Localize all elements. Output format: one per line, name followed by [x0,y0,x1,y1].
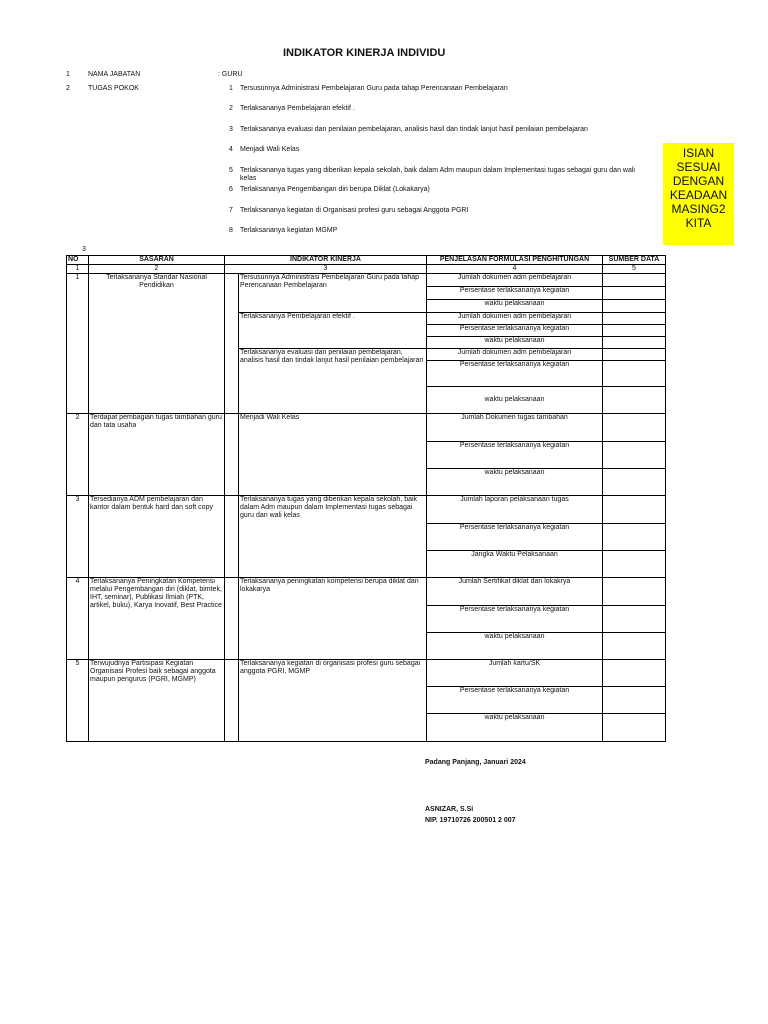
sumber-cell [603,300,666,313]
row-no: 4 [67,578,89,660]
spacer-cell [225,660,239,742]
tugas-item: Terlaksananya tugas yang diberikan kepala sekolah, baik dalam Adm maupun dalam Implementasi tugas sebagai guru dan wali kelas [240,167,635,182]
header-sumber: SUMBER DATA [603,256,666,265]
formula-cell: waktu pelaksanaan [427,714,603,742]
table-row [67,660,666,687]
tugas-item: Tersusunnya Administrasi Pembelajaran Guru pada tahap Perencanaan Pembelajaran [240,85,508,92]
table-row [67,578,666,606]
formula-cell: Jumlah kartu/SK [427,660,603,687]
sumber-cell [603,387,666,414]
sumber-cell [603,349,666,361]
table-row [67,274,666,287]
tugas-no: 2 [229,105,233,112]
table-row [67,496,666,524]
spacer-cell [225,578,239,660]
formula-cell: waktu pelaksanaan [427,337,603,349]
sumber-cell [603,337,666,349]
tugas-no: 5 [229,167,233,174]
sasaran-cell: Tersedianya ADM pembelajaran dan kantor dalam bentuk hard dan soft copy [89,496,225,578]
row-no: 2 [67,414,89,496]
formula-cell: Jumlah Sertifikat diklat dan lokakrya [427,578,603,606]
column-number-row [67,265,666,274]
tugas-no: 7 [229,207,233,214]
formula-cell: Jumlah dokumen adm pembelajaran [427,349,603,361]
header-no: NO [67,256,89,265]
sumber-cell [603,313,666,325]
sumber-cell [603,287,666,300]
sasaran-cell: Terdapat pembagian tugas tambahan guru dan tata usaha [89,414,225,496]
formula-cell: Jangka Waktu Pelaksanaan [427,551,603,578]
tugas-item: Terlaksananya Pengembangan diri berupa Diklat (Lokakarya) [240,186,430,193]
formula-cell: Persentase terlaksananya kegiatan [427,287,603,300]
formula-cell: Persentase terlaksananya kegiatan [427,524,603,551]
fill-in-note: ISIAN SESUAI DENGAN KEADAAN MASING2 KITA [663,143,734,245]
nama-jabatan-value: : GURU [218,71,243,78]
indikator-cell: Terlaksananya kegiatan di organisasi profesi guru sebagai anggota PGRI, MGMP [239,660,427,742]
row-no: 3 [67,496,89,578]
row-no-1: 1 [66,71,70,78]
header-indikator: INDIKATOR KINERJA [225,256,427,265]
formula-cell: Jumlah Dokumen tugas tambahan [427,414,603,442]
sumber-cell [603,496,666,524]
sumber-cell [603,361,666,387]
spacer-cell [225,414,239,496]
kinerja-table [66,255,666,742]
formula-cell: Jumlah dokumen adm pembelajaran [427,274,603,287]
tugas-no: 8 [229,227,233,234]
tugas-item: Terlaksananya evaluasi dan penilaian pembelajaran, analisis hasil dan tindak lanjut hasil penilaian pembelajaran [240,126,588,133]
colnum: 5 [603,265,666,274]
formula-cell: Persentase terlaksananya kegiatan [427,442,603,469]
sasaran-cell: Terlaksananya Peningkatan Kompetensi melalui Pengembangan diri (diklat, bimtek, IHT, seminar), Publikasi Ilmiah (PTK, artikel, buku), Karya Inovatif, Best Practice [89,578,225,660]
indikator-cell: Tersusunnya Administrasi Pembelajaran Guru pada tahap Perencanaan Pembelajaran [239,274,427,313]
colnum: 1 [67,265,89,274]
formula-cell: Persentase terlaksananya kegiatan [427,325,603,337]
tugas-no: 1 [229,85,233,92]
table-header-row [67,256,666,265]
formula-cell: Jumlah dokumen adm pembelajaran [427,313,603,325]
spacer-cell [225,496,239,578]
sumber-cell [603,274,666,287]
tugas-item: Terlaksananya kegiatan di Organisasi profesi guru sebagai Anggota PGRI [240,207,469,214]
tugas-pokok-label: TUGAS POKOK [88,85,139,92]
formula-cell: Persentase terlaksananya kegiatan [427,687,603,714]
formula-cell: Persentase terlaksananya kegiatan [427,361,603,387]
row-no: 5 [67,660,89,742]
sumber-cell [603,578,666,606]
indikator-cell: Terlaksananya peningkatan kompetensi berupa diklat dan lokakarya [239,578,427,660]
formula-cell: waktu pelaksanaan [427,387,603,414]
sumber-cell [603,660,666,687]
indikator-cell: Terlaksananya tugas yang diberikan kepala sekolah, baik dalam Adm maupun dalam Implementasi tugas sebagai guru dan wali kelas [239,496,427,578]
sumber-cell [603,325,666,337]
indikator-cell: Terlaksananya Pembelajaran efektif . [239,313,427,349]
formula-cell: Jumlah laporan pelaksanaan tugas [427,496,603,524]
row-no-2: 2 [66,85,70,92]
sumber-cell [603,414,666,442]
row-no: 1 [67,274,89,414]
colnum: 3 [225,265,427,274]
formula-cell: waktu pelaksanaan [427,300,603,313]
formula-cell: waktu pelaksanaan [427,633,603,660]
tugas-no: 3 [229,126,233,133]
sumber-cell [603,687,666,714]
tugas-item: Terlaksananya kegiatan MGMP [240,227,338,234]
sasaran-cell: Terwujudnya Partisipasi Kegiatan Organisasi Profesi baik sebagai anggota maupun pengurus (PGRI, MGMP) [89,660,225,742]
page-title: INDIKATOR KINERJA INDIVIDU [283,47,446,59]
formula-cell: Persentase terlaksananya kegiatan [427,606,603,633]
sumber-cell [603,524,666,551]
formula-cell: waktu pelaksanaan [427,469,603,496]
signer-name: ASNIZAR, S.Si [425,806,474,813]
nama-jabatan-label: NAMA JABATAN [88,71,141,78]
sumber-cell [603,606,666,633]
place-date: Padang Panjang, Januari 2024 [425,759,526,766]
indikator-cell: Menjadi Wali Kelas [239,414,427,496]
signer-nip: NIP. 19710726 200501 2 007 [425,817,516,824]
sumber-cell [603,551,666,578]
spacer-cell [225,274,239,414]
tugas-item: Menjadi Wali Kelas [240,146,300,153]
row-no-3: 3 [82,246,86,253]
header-sasaran: SASARAN [89,256,225,265]
header-penjelasan: PENJELASAN FORMULASI PENGHITUNGAN [427,256,603,265]
tugas-item: Terlaksananya Pembelajaran efektif . [240,105,355,112]
colnum: 2 [89,265,225,274]
colnum: 4 [427,265,603,274]
tugas-no: 6 [229,186,233,193]
tugas-no: 4 [229,146,233,153]
sumber-cell [603,469,666,496]
sumber-cell [603,442,666,469]
table-row [67,414,666,442]
sumber-cell [603,714,666,742]
sasaran-cell: Terlaksananya Standar Nasional Pendidikan [89,274,225,414]
indikator-cell: Terlaksananya evaluasi dan penilaian pembelajaran, analisis hasil dan tindak lanjut hasil penilaian pembelajaran [239,349,427,414]
sumber-cell [603,633,666,660]
